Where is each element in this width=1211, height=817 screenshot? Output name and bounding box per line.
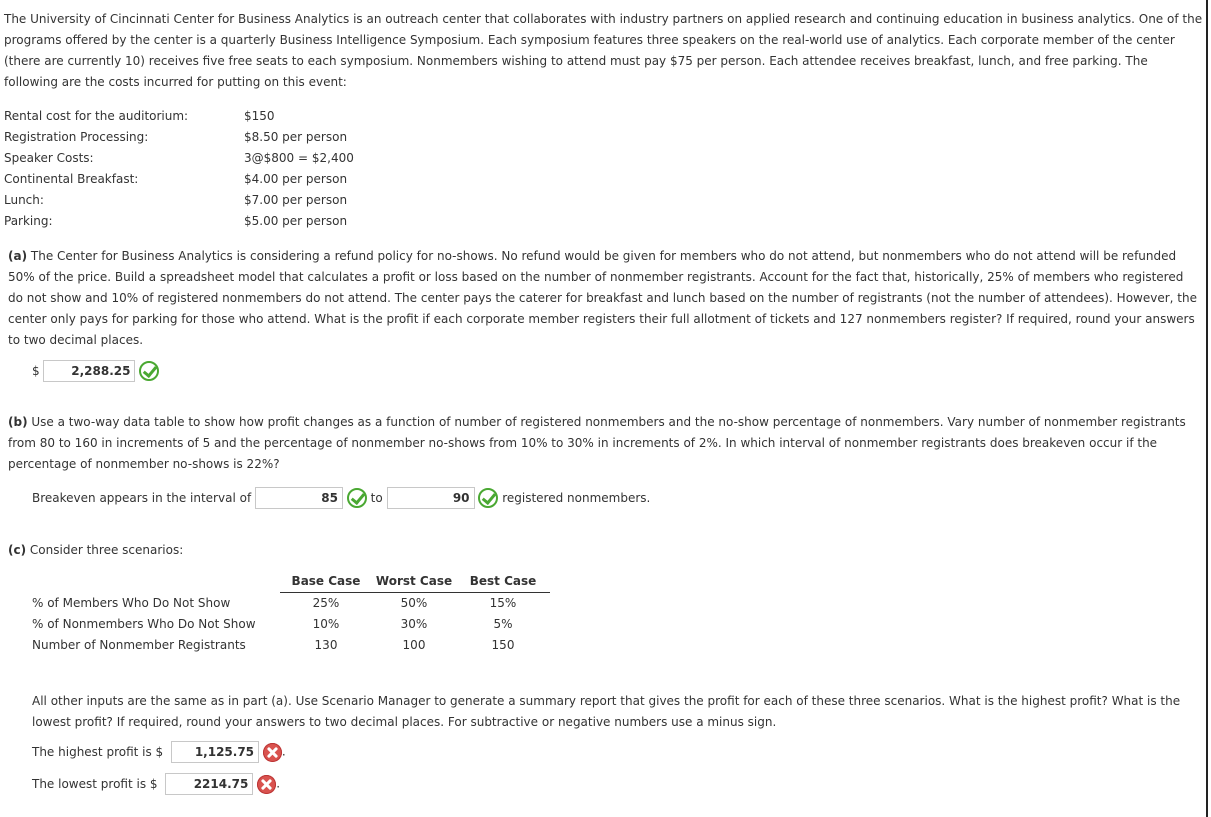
- part-b-answer-row: [32, 487, 650, 509]
- part-c-instructions: All other inputs are the same as in part (a). Use Scenario Manager to generate a summary report that gives the profit for each of these three scenarios. What is the highest profit? What is the lowest profit? If required, round your answers to two decimal places. For subtractive or negative numbers use a minus sign.: [32, 694, 1181, 729]
- cost-value: $5.00 per person: [244, 214, 348, 228]
- part-a-answer-row: [32, 360, 159, 382]
- period: .: [281, 744, 286, 759]
- table-row: [32, 634, 550, 655]
- row-label: % of Members Who Do Not Show: [32, 595, 231, 610]
- cost-row: [4, 190, 354, 211]
- cost-label: Continental Breakfast:: [4, 172, 139, 186]
- table-cell: 30%: [400, 616, 428, 631]
- cost-row: [4, 211, 354, 232]
- part-b-question: [8, 412, 1204, 475]
- lowest-profit-field[interactable]: 2214.75: [165, 773, 253, 795]
- breakeven-suffix: registered nonmembers.: [502, 491, 651, 505]
- cost-value: $7.00 per person: [244, 193, 348, 207]
- highest-profit-field[interactable]: 1,125.75: [171, 741, 259, 763]
- cost-label: Speaker Costs:: [4, 151, 94, 165]
- correct-check-icon: [347, 488, 367, 508]
- row-label: Number of Nonmember Registrants: [32, 637, 246, 652]
- part-a-letter: (a): [8, 249, 28, 263]
- cost-row: [4, 169, 354, 190]
- breakeven-prefix: Breakeven appears in the interval of: [32, 491, 252, 505]
- part-b-text: Use a two-way data table to show how profit changes as a function of number of registered nonmembers and the no-show percentage of nonmembers. Vary number of nonmember registrants from 80 to 160 in increments of 5 and the percentage of nonmember no-shows from 10% to 30% in increments of 2%. In which interval of nonmember registrants does breakeven occur if the percentage of nonmember no-shows is 22%?: [8, 415, 1186, 471]
- cost-value: $4.00 per person: [244, 172, 348, 186]
- part-a-text: The Center for Business Analytics is considering a refund policy for no-shows. No refund would be given for members who do not attend, but nonmembers who do not attend will be refunded 50% of the price. Build a spreadsheet model that calculates a profit or loss based on the number of nonmember registrants. Account for the fact that, historically, 25% of members who registered do not show and 10% of registered nonmembers do not attend. The center pays the caterer for breakfast and lunch based on the number of registrants (not the number of attendees). However, the center only pays for parking for those who attend. What is the profit if each corporate member registers their full allotment of tickets and 127 nonmembers register? If required, round your answers to two decimal places.: [8, 249, 1197, 347]
- currency-symbol: $: [32, 364, 40, 378]
- table-cell: 100: [402, 637, 426, 652]
- row-label: % of Nonmembers Who Do Not Show: [32, 616, 256, 631]
- interval-start-field[interactable]: 85: [255, 487, 343, 509]
- table-cell: 15%: [489, 595, 517, 610]
- table-row: [32, 592, 550, 613]
- part-c-text: Consider three scenarios:: [29, 543, 184, 557]
- correct-check-icon: [478, 488, 498, 508]
- table-cell: 150: [491, 637, 515, 652]
- part-c-letter: (c): [8, 543, 27, 557]
- interval-to-label: to: [370, 491, 383, 505]
- cost-row: [4, 148, 354, 169]
- table-cell: 25%: [312, 595, 340, 610]
- column-header: Best Case: [456, 570, 550, 592]
- cost-value: $8.50 per person: [244, 130, 348, 144]
- right-border: [1206, 0, 1208, 817]
- incorrect-x-icon: [263, 743, 282, 762]
- intro-paragraph: The University of Cincinnati Center for Business Analytics is an outreach center that collaborates with industry partners on applied research and continuing education in business analytics. One of the programs offered by the center is a quarterly Business Intelligence Symposium. Each symposium features three speakers on the real-world use of analytics. Each corporate member of the center (there are currently 10) receives five free seats to each symposium. Nonmembers wishing to attend must pay $75 per person. Each attendee receives breakfast, lunch, and free parking. The following are the costs incurred for putting on this event:: [4, 12, 1203, 89]
- cost-row: [4, 127, 354, 148]
- column-header: Worst Case: [372, 570, 456, 592]
- part-c-question: [8, 540, 183, 561]
- cost-label: Parking:: [4, 214, 53, 228]
- incorrect-x-icon: [257, 775, 276, 794]
- cost-list: [4, 106, 354, 232]
- cost-value: 3@$800 = $2,400: [244, 151, 354, 165]
- lowest-profit-label: The lowest profit is $: [32, 777, 158, 791]
- column-header: Base Case: [280, 570, 372, 592]
- table-cell: 5%: [493, 616, 513, 631]
- part-b-letter: (b): [8, 415, 28, 429]
- highest-profit-label: The highest profit is $: [32, 745, 164, 759]
- highest-profit-row: [32, 741, 286, 763]
- scenario-header-row: [32, 570, 550, 592]
- cost-label: Rental cost for the auditorium:: [4, 109, 189, 123]
- table-cell: 130: [314, 637, 338, 652]
- table-cell: 10%: [312, 616, 340, 631]
- header-spacer: [32, 570, 280, 592]
- period: .: [276, 776, 281, 791]
- cost-label: Lunch:: [4, 193, 44, 207]
- lowest-profit-row: [32, 773, 280, 795]
- table-row: [32, 613, 550, 634]
- correct-check-icon: [139, 361, 159, 381]
- part-a-question: [8, 246, 1200, 351]
- interval-end-field[interactable]: 90: [387, 487, 475, 509]
- table-cell: 50%: [400, 595, 428, 610]
- cost-label: Registration Processing:: [4, 130, 149, 144]
- profit-answer-field[interactable]: 2,288.25: [43, 360, 135, 382]
- scenario-table: [32, 570, 550, 655]
- cost-value: $150: [244, 109, 275, 123]
- cost-row: [4, 106, 354, 127]
